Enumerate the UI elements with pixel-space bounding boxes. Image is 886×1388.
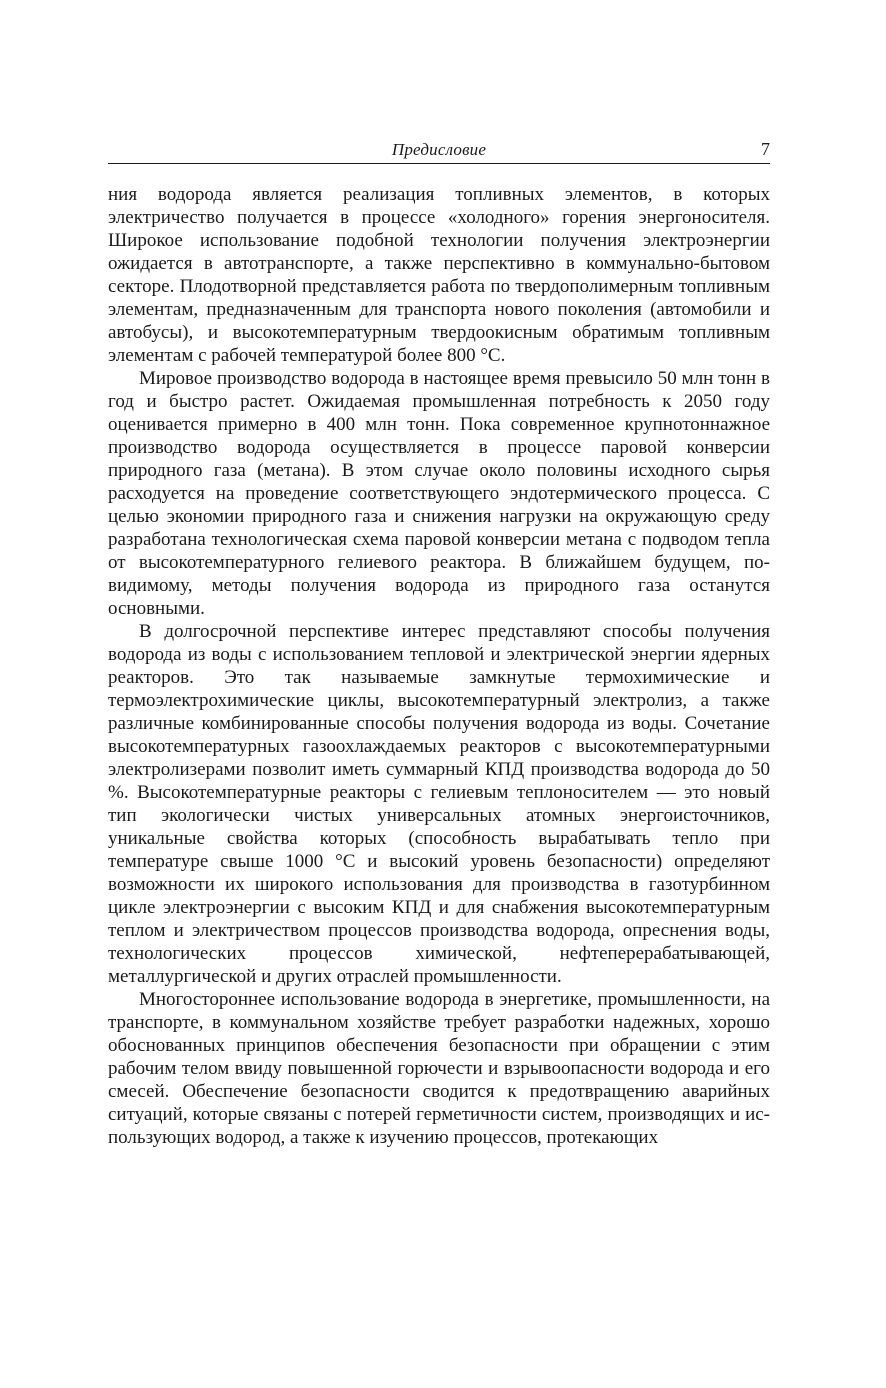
paragraph-nuclear-hydrogen: В долгосрочной перспективе интерес представляют способы получения водорода из воды с использованием тепловой и электрической энергии ядерных реакторов. Это так называемые замкнутые термохимические и термоэлектрохимические циклы, высокотемпературный электролиз, а также различные комбинированные способы получения водорода из воды. Сочетание высокотемпературных газоохлаждаемых реакторов с высокотемпературными электролизерами позволит иметь суммарный КПД производства водорода до 50 %. Высокотемпературные реакторы с гелиевым теплоносителем — это новый тип экологически чистых универсальных атомных энергоисточников, уникальные свойства которых (способность вырабатывать тепло при температуре свыше 1000 °C и высокий уровень безопасности) определяют возможности их широкого использования для производства в газотурбинном цикле электроэнергии с высоким КПД и для снабжения высокотемпературным теплом и электричеством процессов производства водорода, опреснения воды, технологических процессов химической, нефтеперерабатывающей, металлургической и других отраслей промышленности. [108, 621, 770, 987]
body-text [108, 183, 770, 1149]
page-number: 7 [761, 139, 770, 159]
running-head [108, 138, 770, 164]
paragraph-continuation: ния водорода является реализация топливных элементов, в которых электричество получается в процессе «холодного» горения энергоносителя. Широкое использование подобной технологии получения электроэнергии ожидается в автотранспорте, а также перспективно в коммунально-бытовом секторе. Плодотворной представляется работа по твердополимерным топливным элементам, предназначенным для транспорта нового поколения (автомобили и автобусы), и высокотемпературным твердоокисным обратимым топливным элементам с рабочей температурой более 800 °C. [108, 184, 770, 366]
paragraph-safety: Многостороннее использование водорода в энергетике, промышленности, на транспорте, в коммунальном хозяйстве требует разработки надежных, хорошо обоснованных принципов обеспечения безопасности при обращении с этим рабочим телом ввиду повышенной горючести и взрывоопасности водорода и его смесей. Обеспечение безопасности сводится к предотвращению аварийных ситуаций, которые связаны с потерей герметичности систем, производящих и использующих водород, а также к изучению процессов, протекающих [108, 989, 770, 1148]
book-page [108, 138, 770, 1149]
paragraph-hydrogen-production: Мировое производство водорода в настоящее время превысило 50 млн тонн в год и быстро растет. Ожидаемая промышленная потребность к 2050 году оценивается примерно в 400 млн тонн. Пока современное крупнотоннажное производство водорода осуществляется в процессе паровой конверсии природного газа (метана). В этом случае около половины исходного сырья расходуется на проведение соответствующего эндотермического процесса. С целью экономии природного газа и снижения нагрузки на окружающую среду разработана технологическая схема паровой конверсии метана с подводом тепла от высокотемпературного гелиевого реактора. В ближайшем будущем, по-видимому, методы получения водорода из природного газа останутся основными. [108, 368, 770, 619]
running-title: Предисловие [391, 140, 487, 159]
